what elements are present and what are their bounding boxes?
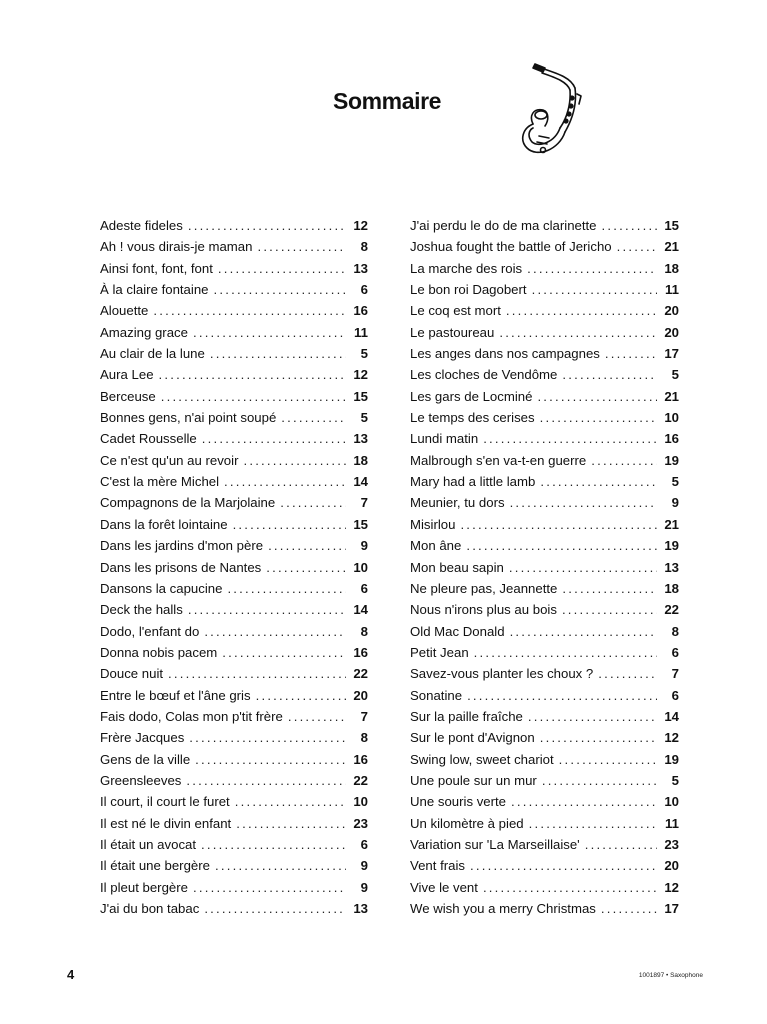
- toc-entry-page: 12: [353, 367, 368, 383]
- toc-entry-title: Les cloches de Vendôme: [410, 367, 558, 383]
- toc-entry: [410, 450, 679, 471]
- toc-entry-title: Le temps des cerises: [410, 410, 535, 426]
- toc-entry-page: 8: [360, 239, 368, 255]
- toc-leader-dots: [222, 642, 346, 663]
- toc-leader-dots: [562, 599, 657, 620]
- toc-entry: [100, 877, 368, 898]
- toc-entry: [100, 236, 368, 257]
- toc-entry: [410, 706, 679, 727]
- toc-entry-page: 20: [353, 687, 368, 703]
- toc-entry: [100, 621, 368, 642]
- toc-entry-title: Dans les prisons de Nantes: [100, 559, 262, 575]
- toc-entry-page: 15: [353, 516, 368, 532]
- toc-entry: [410, 855, 679, 876]
- toc-entry: [100, 322, 368, 343]
- toc-entry: [410, 428, 679, 449]
- toc-entry-title: Mon âne: [410, 538, 462, 554]
- toc-entry: [100, 898, 368, 919]
- toc-entry-title: J'ai du bon tabac: [100, 901, 200, 916]
- toc-leader-dots: [195, 749, 346, 770]
- toc-leader-dots: [466, 535, 657, 556]
- toc-entry-title: Meunier, tu dors: [410, 495, 505, 511]
- toc-entry-title: Une poule sur un mur: [410, 772, 537, 788]
- toc-entry-title: Ne pleure pas, Jeannette: [410, 580, 558, 596]
- toc-entry-page: 10: [353, 559, 368, 575]
- toc-entry-title: Vent frais: [410, 858, 465, 874]
- toc-entry-title: Dansons la capucine: [100, 580, 223, 596]
- toc-leader-dots: [236, 813, 346, 834]
- toc-entry-page: 6: [671, 644, 679, 660]
- toc-entry-page: 21: [664, 388, 679, 404]
- toc-entry-title: Alouette: [100, 303, 149, 319]
- toc-entry-page: 13: [664, 559, 679, 575]
- toc-entry-title: Variation sur 'La Marseillaise': [410, 836, 580, 852]
- toc-entry-page: 18: [664, 260, 679, 276]
- toc-leader-dots: [540, 407, 657, 428]
- toc-leader-dots: [540, 727, 657, 748]
- toc-entry-page: 23: [353, 815, 368, 831]
- toc-entry-title: La marche des rois: [410, 260, 523, 276]
- toc-leader-dots: [542, 770, 657, 791]
- toc-entry-title: Adeste fideles: [100, 218, 183, 233]
- toc-entry-page: 16: [664, 431, 679, 447]
- toc-entry: [100, 685, 368, 706]
- toc-entry: [100, 557, 368, 578]
- toc-entry-title: Dodo, l'enfant do: [100, 623, 200, 639]
- toc-leader-dots: [510, 621, 657, 642]
- toc-entry-title: Le pastoureau: [410, 324, 495, 340]
- toc-leader-dots: [201, 834, 346, 855]
- toc-entry-page: 23: [664, 836, 679, 852]
- toc-entry-page: 8: [360, 623, 368, 639]
- toc-leader-dots: [483, 877, 657, 898]
- toc-leader-dots: [532, 279, 657, 300]
- toc-leader-dots: [509, 557, 657, 578]
- toc-leader-dots: [562, 364, 657, 385]
- toc-entry-page: 7: [360, 708, 368, 724]
- toc-leader-dots: [227, 578, 346, 599]
- toc-entry-page: 16: [353, 303, 368, 319]
- toc-entry: [410, 791, 679, 812]
- toc-entry: [410, 215, 679, 236]
- toc-leader-dots: [511, 791, 657, 812]
- toc-entry-page: 18: [353, 452, 368, 468]
- toc-entry-title: Greensleeves: [100, 772, 182, 788]
- toc-entry: [410, 621, 679, 642]
- toc-entry: [410, 578, 679, 599]
- toc-entry-title: Nous n'irons plus au bois: [410, 602, 557, 618]
- toc-entry-title: Bonnes gens, n'ai point soupé: [100, 410, 277, 426]
- toc-leader-dots: [204, 898, 346, 919]
- page-title: Sommaire: [333, 88, 442, 114]
- toc-entry: [100, 215, 368, 236]
- toc-entry-title: Il était un avocat: [100, 836, 197, 852]
- toc-entry: [410, 749, 679, 770]
- toc-entry: [410, 599, 679, 620]
- toc-entry: [410, 407, 679, 428]
- toc-entry-page: 17: [664, 901, 679, 916]
- toc-leader-dots: [210, 343, 346, 364]
- toc-entry-page: 11: [665, 282, 679, 298]
- toc-leader-dots: [153, 300, 346, 321]
- toc-leader-dots: [499, 322, 657, 343]
- toc-leader-dots: [483, 428, 657, 449]
- toc-entry-page: 21: [664, 239, 679, 255]
- toc-leader-dots: [470, 855, 657, 876]
- toc-entry-page: 18: [664, 580, 679, 596]
- toc-entry: [100, 834, 368, 855]
- toc-entry-title: Cadet Rousselle: [100, 431, 197, 447]
- toc-entry-title: Aura Lee: [100, 367, 154, 383]
- toc-entry-title: We wish you a merry Christmas: [410, 901, 596, 916]
- toc-entry-title: Un kilomètre à pied: [410, 815, 524, 831]
- toc-entry-page: 6: [360, 836, 368, 852]
- toc-leader-dots: [617, 236, 657, 257]
- toc-entry-page: 19: [664, 751, 679, 767]
- toc-leader-dots: [467, 685, 657, 706]
- toc-entry: [410, 258, 679, 279]
- toc-entry-page: 13: [353, 901, 368, 916]
- toc-entry-page: 20: [664, 858, 679, 874]
- toc-entry: [100, 471, 368, 492]
- toc-entry: [100, 791, 368, 812]
- toc-entry-page: 10: [664, 794, 679, 810]
- toc-entry-title: Sonatine: [410, 687, 463, 703]
- toc-leader-dots: [188, 215, 346, 236]
- toc-right-column: [410, 215, 679, 919]
- toc-entry-title: À la claire fontaine: [100, 282, 209, 298]
- toc-entry-title: Frère Jacques: [100, 730, 185, 746]
- toc-entry: [100, 492, 368, 513]
- toc-leader-dots: [193, 322, 346, 343]
- toc-entry-page: 22: [353, 666, 368, 682]
- toc-entry: [410, 236, 679, 257]
- toc-entry: [100, 642, 368, 663]
- toc-leader-dots: [602, 215, 657, 236]
- toc-entry-title: Les anges dans nos campagnes: [410, 346, 600, 362]
- toc-entry-page: 22: [353, 772, 368, 788]
- toc-leader-dots: [186, 770, 346, 791]
- toc-entry-title: Une souris verte: [410, 794, 507, 810]
- toc-entry: [410, 364, 679, 385]
- toc-entry-title: Deck the halls: [100, 602, 183, 618]
- toc-entry-page: 15: [353, 388, 368, 404]
- toc-entry-title: C'est la mère Michel: [100, 474, 220, 490]
- toc-entry: [410, 877, 679, 898]
- toc-leader-dots: [268, 535, 346, 556]
- toc-leader-dots: [585, 834, 657, 855]
- toc-leader-dots: [266, 557, 346, 578]
- toc-leader-dots: [537, 386, 657, 407]
- toc-entry-title: Le coq est mort: [410, 303, 501, 319]
- toc-entry-page: 9: [671, 495, 679, 511]
- toc-leader-dots: [214, 279, 347, 300]
- toc-entry-title: Fais dodo, Colas mon p'tit frère: [100, 708, 283, 724]
- toc-entry-page: 13: [353, 431, 368, 447]
- toc-entry-page: 5: [360, 410, 368, 426]
- toc-leader-dots: [506, 300, 657, 321]
- toc-leader-dots: [562, 578, 657, 599]
- toc-entry-page: 7: [671, 666, 679, 682]
- toc-entry: [410, 663, 679, 684]
- toc-entry: [410, 322, 679, 343]
- toc-entry-page: 10: [353, 794, 368, 810]
- toc-entry: [410, 557, 679, 578]
- toc-leader-dots: [281, 407, 346, 428]
- toc-leader-dots: [161, 386, 346, 407]
- toc-entry-title: Donna nobis pacem: [100, 644, 218, 660]
- toc-entry-title: Il pleut bergère: [100, 879, 188, 895]
- toc-entry: [410, 898, 679, 919]
- toc-entry-title: Compagnons de la Marjolaine: [100, 495, 276, 511]
- toc-entry: [100, 535, 368, 556]
- toc-leader-dots: [559, 749, 657, 770]
- toc-entry-page: 8: [671, 623, 679, 639]
- toc-entry-title: Vive le vent: [410, 879, 478, 895]
- toc-entry-page: 12: [353, 218, 368, 233]
- toc-entry: [100, 343, 368, 364]
- toc-entry-page: 6: [360, 282, 368, 298]
- toc-entry-title: Dans les jardins d'mon père: [100, 538, 264, 554]
- toc-entry-page: 9: [360, 879, 368, 895]
- toc-entry-page: 22: [664, 602, 679, 618]
- toc-entry-page: 16: [353, 644, 368, 660]
- toc-entry-title: Ce n'est qu'un au revoir: [100, 452, 239, 468]
- toc-entry-title: Old Mac Donald: [410, 623, 505, 639]
- toc-entry: [410, 727, 679, 748]
- toc-entry: [410, 492, 679, 513]
- toc-leader-dots: [528, 706, 657, 727]
- toc-entry-page: 20: [664, 324, 679, 340]
- toc-entry-title: Petit Jean: [410, 644, 469, 660]
- toc-leader-dots: [193, 877, 346, 898]
- toc-entry: [100, 599, 368, 620]
- toc-leader-dots: [280, 492, 346, 513]
- toc-leader-dots: [527, 258, 657, 279]
- toc-leader-dots: [510, 492, 657, 513]
- toc-entry-page: 8: [360, 730, 368, 746]
- toc-entry-title: Mary had a little lamb: [410, 474, 536, 490]
- toc-leader-dots: [460, 514, 657, 535]
- toc-entry: [100, 749, 368, 770]
- toc-entry-title: Berceuse: [100, 388, 156, 404]
- toc-entry: [100, 386, 368, 407]
- toc-entry-title: Sur le pont d'Avignon: [410, 730, 535, 746]
- toc-leader-dots: [256, 685, 346, 706]
- toc-entry-page: 17: [664, 346, 679, 362]
- toc-entry: [410, 770, 679, 791]
- toc-entry-page: 11: [665, 815, 679, 831]
- toc-entry-page: 21: [664, 516, 679, 532]
- toc-leader-dots: [243, 450, 346, 471]
- toc-entry-page: 5: [671, 474, 679, 490]
- toc-entry-title: Mon beau sapin: [410, 559, 504, 575]
- toc-entry-page: 16: [353, 751, 368, 767]
- toc-entry-page: 14: [664, 708, 679, 724]
- toc-entry-title: Ainsi font, font, font: [100, 260, 213, 276]
- toc-entry-page: 9: [360, 858, 368, 874]
- toc-entry-title: Il est né le divin enfant: [100, 815, 232, 831]
- toc-entry: [410, 642, 679, 663]
- footer-code: 1001897 • Saxophone: [638, 972, 703, 979]
- toc-entry: [100, 855, 368, 876]
- toc-entry: [100, 514, 368, 535]
- toc-entry-title: Swing low, sweet chariot: [410, 751, 554, 767]
- toc-entry-title: Il était une bergère: [100, 858, 210, 874]
- toc-entry: [410, 471, 679, 492]
- toc-leader-dots: [540, 471, 657, 492]
- toc-entry-page: 19: [664, 538, 679, 554]
- toc-entry-page: 14: [353, 474, 368, 490]
- toc-leader-dots: [257, 236, 346, 257]
- toc-entry-title: Douce nuit: [100, 666, 164, 682]
- toc-entry-page: 7: [360, 495, 368, 511]
- toc-entry-title: Au clair de la lune: [100, 346, 205, 362]
- toc-leader-dots: [233, 514, 346, 535]
- toc-entry: [100, 300, 368, 321]
- toc-entry-page: 13: [353, 260, 368, 276]
- toc-entry-page: 19: [664, 452, 679, 468]
- toc-entry-title: Gens de la ville: [100, 751, 191, 767]
- toc-entry: [100, 279, 368, 300]
- toc-entry: [410, 813, 679, 834]
- toc-entry: [100, 428, 368, 449]
- toc-entry-title: Malbrough s'en va-t-en guerre: [410, 452, 587, 468]
- toc-entry: [410, 343, 679, 364]
- toc-entry: [100, 663, 368, 684]
- toc-leader-dots: [168, 663, 346, 684]
- toc-leader-dots: [598, 663, 657, 684]
- toc-entry-page: 6: [360, 580, 368, 596]
- toc-entry-title: Savez-vous planter les choux ?: [410, 666, 594, 682]
- toc-entry-page: 6: [671, 687, 679, 703]
- toc-entry: [100, 727, 368, 748]
- toc-entry-title: Misirlou: [410, 516, 456, 532]
- toc-leader-dots: [215, 855, 346, 876]
- toc-leader-dots: [235, 791, 346, 812]
- toc-leader-dots: [204, 621, 346, 642]
- toc-entry-page: 15: [664, 218, 679, 233]
- toc-leader-dots: [605, 343, 657, 364]
- toc-entry: [410, 279, 679, 300]
- toc-entry-page: 5: [671, 772, 679, 788]
- toc-entry: [100, 813, 368, 834]
- toc-leader-dots: [202, 428, 346, 449]
- toc-entry: [410, 300, 679, 321]
- toc-left-column: [100, 215, 368, 919]
- toc-entry: [100, 770, 368, 791]
- toc-entry-title: Les gars de Locminé: [410, 388, 533, 404]
- toc-entry-page: 10: [664, 410, 679, 426]
- toc-entry-page: 14: [353, 602, 368, 618]
- toc-entry: [100, 258, 368, 279]
- toc-entry: [410, 834, 679, 855]
- toc-entry-page: 11: [354, 324, 368, 340]
- toc-leader-dots: [474, 642, 657, 663]
- toc-leader-dots: [159, 364, 346, 385]
- toc-entry-title: Sur la paille fraîche: [410, 708, 523, 724]
- toc-entry-title: Le bon roi Dagobert: [410, 282, 527, 298]
- toc-entry-title: Entre le bœuf et l'âne gris: [100, 687, 251, 703]
- toc-entry-title: Il court, il court le furet: [100, 794, 230, 810]
- toc-entry: [100, 706, 368, 727]
- toc-entry: [410, 685, 679, 706]
- toc-leader-dots: [601, 898, 657, 919]
- toc-entry: [100, 407, 368, 428]
- toc-leader-dots: [224, 471, 346, 492]
- toc-entry: [100, 364, 368, 385]
- toc-entry: [410, 514, 679, 535]
- toc-entry-title: Ah ! vous dirais-je maman: [100, 239, 253, 255]
- toc-entry-title: Joshua fought the battle of Jericho: [410, 239, 612, 255]
- toc-entry: [100, 578, 368, 599]
- toc-entry: [410, 386, 679, 407]
- toc-leader-dots: [288, 706, 346, 727]
- toc-entry: [100, 450, 368, 471]
- toc-leader-dots: [189, 727, 346, 748]
- toc-entry-page: 12: [664, 879, 679, 895]
- toc-entry: [410, 535, 679, 556]
- toc-entry-page: 5: [360, 346, 368, 362]
- toc-leader-dots: [188, 599, 346, 620]
- toc-leader-dots: [529, 813, 657, 834]
- saxophone-icon: [515, 58, 595, 162]
- toc-entry-title: Amazing grace: [100, 324, 188, 340]
- toc-entry-title: J'ai perdu le do de ma clarinette: [410, 218, 597, 233]
- toc-leader-dots: [591, 450, 657, 471]
- toc-leader-dots: [218, 258, 346, 279]
- toc-entry-title: Dans la forêt lointaine: [100, 516, 228, 532]
- page-number: 4: [67, 967, 75, 982]
- toc-entry-page: 20: [664, 303, 679, 319]
- toc-entry-page: 12: [664, 730, 679, 746]
- toc-entry-page: 9: [360, 538, 368, 554]
- toc-entry-page: 5: [671, 367, 679, 383]
- toc-entry-title: Lundi matin: [410, 431, 479, 447]
